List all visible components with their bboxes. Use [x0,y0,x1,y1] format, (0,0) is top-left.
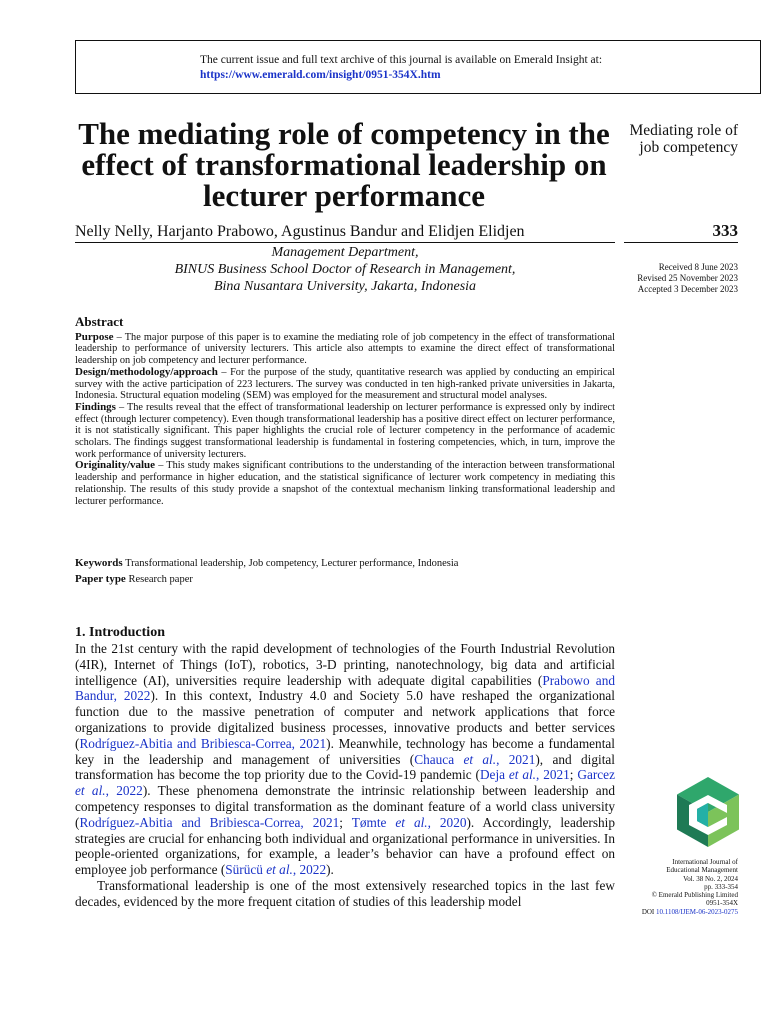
paper-type-text: Research paper [125,574,193,585]
page-number: 333 [712,221,738,240]
citation-link[interactable] [352,815,467,830]
design-label: Design/methodology/approach [75,365,218,378]
journal-info [620,858,738,916]
findings-label: Findings [75,400,116,413]
findings-text: – The results reveal that the effect of transformational leadership on lecturer performance is expressed only by indirect effect (through lecturer competency). Even though transformational leadership has a positive direct effect on lecturer performance, it is not statistically significant. This paper highlights the crucial role of lecturer competency in the performance of academic scholars. The findings suggest transformational leadership is fundamental in fostering competencies, which, in turn, improve the work performance of university lecturers. [75,401,615,460]
abstract-originality [75,460,615,507]
citation-author: Tømte [351,814,396,830]
authors: Nelly Nelly, Harjanto Prabowo, Agustinus Bandur and Elidjen Elidjen [75,223,525,240]
body-text: ). In this context, Industry 4.0 and Society 5.0 have reshaped the organizational function due to the massive penetration of computer and network applications that force organizations to provide digitalized business processes, innovative products and better services ( [75,688,615,751]
margin-rule [624,242,738,243]
citation-etal: et al. [75,783,106,799]
accepted-date: Accepted 3 December 2023 [637,284,738,294]
citation-etal: et al. [508,767,537,783]
journal-name: Educational Management [666,866,738,875]
received-date: Received 8 June 2023 [658,262,738,272]
journal-pages: pp. 333-354 [704,882,738,891]
article-dates [600,262,738,295]
citation-year: , 2021 [496,751,536,767]
publisher-logo-icon [677,777,739,847]
keywords [75,557,615,570]
section-heading: 1. Introduction [75,625,165,640]
keywords-label: Keywords [75,557,123,569]
body-text: ). These phenomena demonstrate the intrinsic relationship between leadership and competency responses to digital transformation as the dominant feature of a world class university ( [75,783,615,830]
affiliation [75,244,615,295]
citation-author: Garcez [577,767,615,783]
intro-paragraph-2: Transformational leadership is one of the most extensively researched topics in the last few decades, evidenced by the more frequent citation of studies of this leadership model [75,877,615,909]
abstract-findings [75,402,615,461]
separator: ; [569,767,578,783]
paper-type-label: Paper type [75,573,126,585]
separator: ; [339,814,352,830]
citation-author: Deja [479,767,509,783]
notice-text: The current issue and full text archive of this journal is available on Emerald Insight at: [200,54,603,66]
journal-publisher: © Emerald Publishing Limited [651,891,738,900]
citation-link[interactable] [414,752,535,767]
affiliation-line: BINUS Business School Doctor of Research in Management, [174,262,516,277]
journal-name: International Journal of [672,858,738,866]
keywords-text: Transformational leadership, Job competency, Lecturer performance, Indonesia [122,558,459,569]
citation-year: , 2020 [427,814,467,830]
body-text: ), and digital transformation has become the top priority due to the Covid-19 pandemic ( [75,751,615,783]
citation-link[interactable] [480,767,570,782]
intro-paragraph-1 [75,641,615,878]
journal-url-link[interactable]: https://www.emerald.com/insight/0951-354X.htm [200,69,441,81]
abstract-heading: Abstract [75,314,124,329]
purpose-label: Purpose [75,330,114,343]
citation-year: , 2022 [105,783,143,799]
citation-etal: et al. [463,751,497,767]
body-text: ). [326,862,334,878]
citation-author: Chauca [414,751,464,767]
design-text: – For the purpose of the study, quantitative research was applied by conducting an empirical survey with the active participation of 223 lecturers. The survey was conducted in ten high-ranked private universities in Jakarta, Indonesia. Structural equation modeling (SEM) was employed for the measurement and structural model analyses. [75,366,615,402]
article-title: The mediating role of competency in the effect of transformational leadership on lecturer performance [78,116,610,213]
doi-label: DOI [641,907,657,916]
citation-link[interactable]: Prabowo and Bandur, 2022 [75,672,616,704]
purpose-text: – The major purpose of this paper is to examine the mediating role of job competency in the effect of transformational leadership to performance of university lecturers. This article also attempts to examine the direct effect of transformational leadership on job competency and lecturer performance. [75,331,615,367]
citation-link[interactable] [225,862,326,877]
body-text: In the 21st century with the rapid development of technologies of the Fourth Industrial Revolution (4IR), Internet of Things (IoT), robotics, 3-D printing, nanotechnology, big data and artificial intelligence (AI), universities require leadership with adequate digital capabilities ( [75,641,615,688]
journal-access-notice [75,40,761,94]
citation-year: , 2022 [292,862,327,878]
affiliation-line: Management Department, [271,245,419,260]
originality-label: Originality/value [75,459,156,472]
journal-issn: 0951-354X [706,899,738,908]
originality-text: – This study makes significant contributions to the understanding of the interaction between transformational leadership and performance in higher education, and the statistical significance of lecturer work competency in mediating this relationship. The results of this study provide a snapshot of the contextual mechanism linking transformational leadership and lecturer performance. [75,460,615,507]
citation-year: , 2021 [536,767,570,783]
running-head: Mediating role of job competency [629,122,738,156]
affiliation-line: Bina Nusantara University, Jakarta, Indonesia [213,279,477,294]
citation-etal: et al. [266,862,293,878]
abstract-design [75,367,615,402]
citation-link[interactable]: Rodríguez-Abitia and Bribiesca-Correa, 2021 [79,735,327,751]
body-text: ). Meanwhile, technology has become a fundamental key in the leadership and management of universities ( [75,735,615,767]
body-text: ). Accordingly, leadership strategies are crucial for enhancing both individual and organizational performance in universities. In people-oriented organizations, for example, a leader’s behavior can have a profound effect on employee job performance ( [75,814,615,878]
citation-link[interactable]: Rodríguez-Abitia and Bribiesca-Correa, 2021 [79,814,340,830]
introduction-section [75,625,615,910]
abstract [75,316,615,507]
journal-doi [620,908,738,916]
citation-author: Sürücü [225,862,267,878]
revised-date: Revised 25 November 2023 [637,273,738,283]
header-rule [75,242,615,243]
doi-link[interactable]: 10.1108/IJEM-06-2023-0275 [656,907,738,916]
citation-etal: et al. [395,814,428,830]
journal-volume: Vol. 38 No. 2, 2024 [683,874,738,883]
paper-type [75,573,615,586]
abstract-purpose [75,332,615,367]
